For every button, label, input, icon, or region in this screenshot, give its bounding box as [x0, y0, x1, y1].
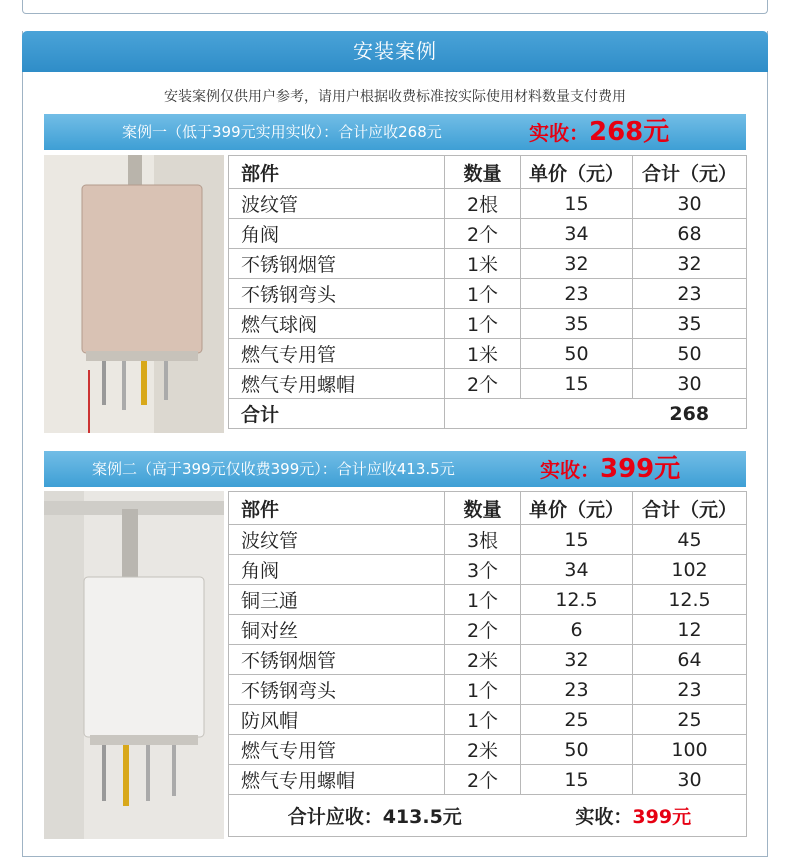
water-heater-image [44, 155, 224, 433]
part-name: 波纹管 [229, 525, 445, 555]
table-row [229, 705, 747, 735]
table-row [229, 585, 747, 615]
part-price: 32 [521, 249, 633, 279]
part-total: 35 [633, 309, 747, 339]
part-qty: 1米 [445, 249, 521, 279]
table-row [229, 339, 747, 369]
part-price: 23 [521, 675, 633, 705]
col-qty: 数量 [445, 156, 521, 189]
part-total: 45 [633, 525, 747, 555]
part-total: 64 [633, 645, 747, 675]
part-price: 15 [521, 765, 633, 795]
part-name: 燃气球阀 [229, 309, 445, 339]
part-price: 12.5 [521, 585, 633, 615]
part-total: 12 [633, 615, 747, 645]
part-qty: 2个 [445, 765, 521, 795]
table-header-row [229, 156, 747, 189]
part-total: 102 [633, 555, 747, 585]
summary-paid-amount: 399元 [632, 806, 692, 828]
part-name: 不锈钢弯头 [229, 279, 445, 309]
part-price: 15 [521, 369, 633, 399]
table-row [229, 735, 747, 765]
part-total: 32 [633, 249, 747, 279]
case1-desc: 案例一（低于399元实用实收）：合计应收268元 [122, 123, 442, 141]
part-total: 25 [633, 705, 747, 735]
total-label: 合计 [229, 399, 445, 429]
part-name: 角阀 [229, 219, 445, 249]
part-qty: 1米 [445, 339, 521, 369]
case2-paid-amount: 399元 [600, 454, 681, 484]
col-price: 单价（元） [521, 156, 633, 189]
case1-paid [529, 114, 669, 153]
part-name: 不锈钢烟管 [229, 645, 445, 675]
part-total: 50 [633, 339, 747, 369]
part-qty: 2个 [445, 369, 521, 399]
part-name: 燃气专用螺帽 [229, 369, 445, 399]
part-qty: 1个 [445, 279, 521, 309]
part-name: 不锈钢烟管 [229, 249, 445, 279]
part-price: 32 [521, 645, 633, 675]
table-row [229, 765, 747, 795]
part-qty: 1个 [445, 675, 521, 705]
part-qty: 2米 [445, 735, 521, 765]
part-qty: 2根 [445, 189, 521, 219]
part-total: 23 [633, 279, 747, 309]
summary-paid [521, 795, 747, 837]
part-price: 23 [521, 279, 633, 309]
part-name: 燃气专用螺帽 [229, 765, 445, 795]
col-total: 合计（元） [633, 492, 747, 525]
case2-table [228, 491, 747, 837]
table-row [229, 279, 747, 309]
part-qty: 2米 [445, 645, 521, 675]
part-name: 波纹管 [229, 189, 445, 219]
case1-heater-photo [44, 155, 224, 433]
part-qty: 2个 [445, 615, 521, 645]
part-price: 35 [521, 309, 633, 339]
part-name: 不锈钢弯头 [229, 675, 445, 705]
part-price: 15 [521, 189, 633, 219]
part-total: 23 [633, 675, 747, 705]
part-price: 50 [521, 735, 633, 765]
water-heater-image [44, 491, 224, 839]
part-qty: 1个 [445, 585, 521, 615]
col-part: 部件 [229, 492, 445, 525]
table-row [229, 525, 747, 555]
table-row [229, 555, 747, 585]
table-row [229, 675, 747, 705]
case2-paid [540, 451, 680, 490]
table-row [229, 369, 747, 399]
table-row [229, 219, 747, 249]
total-row [229, 399, 747, 429]
part-price: 34 [521, 555, 633, 585]
case2-heater-photo [44, 491, 224, 839]
part-total: 68 [633, 219, 747, 249]
part-name: 燃气专用管 [229, 735, 445, 765]
part-name: 燃气专用管 [229, 339, 445, 369]
page-title: 安装案例 [22, 31, 768, 72]
col-price: 单价（元） [521, 492, 633, 525]
part-price: 6 [521, 615, 633, 645]
part-qty: 1个 [445, 705, 521, 735]
case1-bar [44, 114, 746, 150]
table-row [229, 645, 747, 675]
case2-bar [44, 451, 746, 487]
part-price: 25 [521, 705, 633, 735]
part-name: 防风帽 [229, 705, 445, 735]
case2-paid-label: 实收： [540, 458, 600, 482]
table-row [229, 189, 747, 219]
part-total: 30 [633, 369, 747, 399]
table-row [229, 615, 747, 645]
case2-desc: 案例二（高于399元仅收费399元）：合计应收413.5元 [92, 460, 455, 478]
top-strip [22, 0, 768, 14]
table-row [229, 309, 747, 339]
part-total: 30 [633, 765, 747, 795]
col-total: 合计（元） [633, 156, 747, 189]
summary-row [229, 795, 747, 837]
part-price: 15 [521, 525, 633, 555]
part-qty: 3根 [445, 525, 521, 555]
subtitle-note: 安装案例仅供用户参考，请用户根据收费标准按实际使用材料数量支付费用 [164, 89, 626, 105]
table-header-row [229, 492, 747, 525]
summary-due: 合计应收：413.5元 [229, 795, 521, 837]
part-total: 100 [633, 735, 747, 765]
col-qty: 数量 [445, 492, 521, 525]
col-part: 部件 [229, 156, 445, 189]
part-price: 34 [521, 219, 633, 249]
part-name: 铜三通 [229, 585, 445, 615]
case1-paid-amount: 268元 [589, 117, 670, 147]
part-name: 铜对丝 [229, 615, 445, 645]
part-name: 角阀 [229, 555, 445, 585]
total-value: 268 [633, 399, 747, 429]
part-total: 30 [633, 189, 747, 219]
part-qty: 3个 [445, 555, 521, 585]
part-total: 12.5 [633, 585, 747, 615]
summary-paid-label: 实收： [575, 806, 633, 828]
table-row [229, 249, 747, 279]
part-qty: 2个 [445, 219, 521, 249]
case1-paid-label: 实收： [529, 121, 589, 145]
part-qty: 1个 [445, 309, 521, 339]
part-price: 50 [521, 339, 633, 369]
case1-table [228, 155, 747, 429]
